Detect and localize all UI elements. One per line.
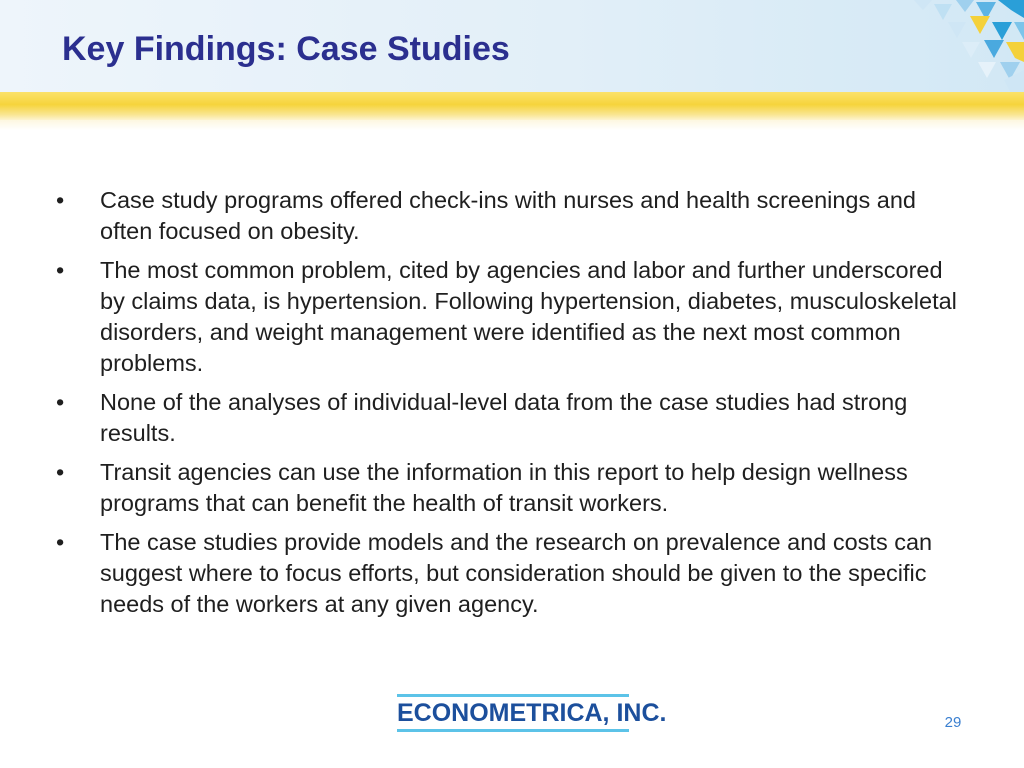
diamond-pattern-decoration-icon bbox=[874, 0, 1024, 92]
slide-title: Key Findings: Case Studies bbox=[62, 30, 510, 68]
logo-text: ECONOMETRICA, INC. bbox=[397, 699, 667, 727]
bullet-marker: • bbox=[56, 529, 65, 555]
bullet-item bbox=[56, 457, 971, 519]
header-fade bbox=[0, 120, 1024, 130]
bullet-list bbox=[56, 185, 971, 628]
logo-rule-bottom bbox=[397, 729, 629, 732]
bullet-item bbox=[56, 185, 971, 247]
header-yellow-stripe bbox=[0, 92, 1024, 120]
bullet-item bbox=[56, 387, 971, 449]
bullet-text: Case study programs offered check-ins with nurses and health screenings and often focused on obesity. bbox=[100, 187, 916, 244]
page-number: 29 bbox=[944, 714, 962, 731]
logo-rule-top bbox=[397, 694, 629, 697]
bullet-text: Transit agencies can use the information in this report to help design wellness programs that can benefit the health of transit workers. bbox=[100, 459, 908, 516]
company-logo bbox=[397, 694, 667, 732]
bullet-item bbox=[56, 527, 971, 620]
bullet-text: The case studies provide models and the research on prevalence and costs can suggest where to focus efforts, but consideration should be given to the specific needs of the workers at any given agency. bbox=[100, 529, 933, 617]
bullet-marker: • bbox=[56, 389, 65, 415]
bullet-marker: • bbox=[56, 187, 65, 213]
bullet-marker: • bbox=[56, 257, 65, 283]
bullet-text: None of the analyses of individual-level data from the case studies had strong results. bbox=[100, 389, 908, 446]
bullet-text: The most common problem, cited by agencies and labor and further underscored by claims data, is hypertension. Following hypertension, diabetes, musculoskeletal disorders, and weight management were identified as the next most common problems. bbox=[100, 257, 957, 376]
bullet-item bbox=[56, 255, 971, 379]
bullet-marker: • bbox=[56, 459, 65, 485]
